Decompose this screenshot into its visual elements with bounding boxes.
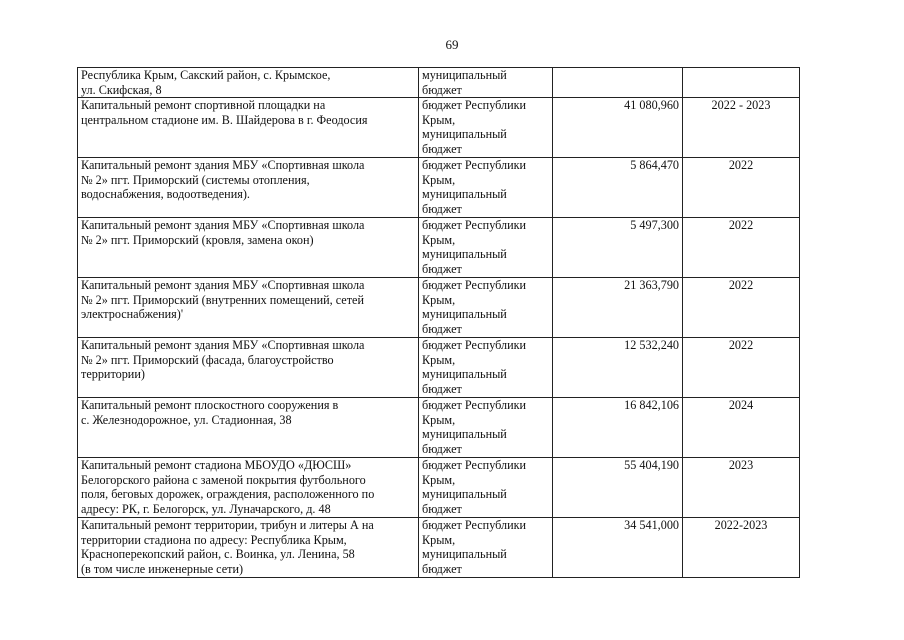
amount-cell: 12 532,240 (553, 338, 683, 398)
funding-source-cell-line: бюджет Республики (422, 278, 527, 293)
project-name-cell-line: водоснабжения, водоотведения). (81, 187, 250, 202)
project-name-cell-line: территории) (81, 367, 145, 382)
project-name-cell-line: поля, беговых дорожек, ограждения, расположенного по (81, 487, 375, 502)
table-row (78, 458, 800, 518)
funding-source-cell-line: бюджет Республики (422, 518, 527, 533)
project-name-cell-line: Капитальный ремонт спортивной площадки на (81, 98, 326, 113)
project-name-cell-line: № 2» пгт. Приморский (фасада, благоустройство (81, 352, 334, 367)
project-name-cell-line: Республика Крым, Сакский район, с. Крымское, (81, 68, 331, 82)
years-cell: 2022 (683, 158, 800, 218)
project-name-cell-line: территории стадиона по адресу: Республика Крым, (81, 532, 347, 547)
project-name-cell-line: электроснабжения)' (81, 307, 184, 322)
project-name-cell-line: Капитальный ремонт здания МБУ «Спортивная школа (81, 338, 365, 353)
amount-cell: 41 080,960 (553, 98, 683, 158)
project-name-cell-line: Капитальный ремонт стадиона МБОУДО «ДЮСШ» (81, 458, 352, 473)
years-cell: 2023 (683, 458, 800, 518)
project-name-cell-line: Капитальный ремонт здания МБУ «Спортивная школа (81, 158, 365, 173)
funding-source-cell-line: муниципальный (422, 187, 507, 202)
project-name-cell-line: Капитальный ремонт здания МБУ «Спортивная школа (81, 218, 365, 233)
amount-cell: 5 864,470 (553, 158, 683, 218)
amount-cell: 5 497,300 (553, 218, 683, 278)
project-name-cell-line: Капитальный ремонт здания МБУ «Спортивная школа (81, 278, 365, 293)
years-cell (683, 68, 800, 98)
funding-source-cell-line: муниципальный (422, 68, 507, 82)
funding-table (77, 67, 800, 578)
funding-source-cell-line: Крым, (422, 112, 456, 127)
project-name-cell (78, 278, 419, 338)
funding-source-cell-line: бюджет Республики (422, 458, 527, 473)
funding-source-cell (419, 218, 553, 278)
funding-source-cell-line: муниципальный (422, 487, 507, 502)
funding-source-cell-line: Крым, (422, 412, 456, 427)
years-cell: 2022 (683, 278, 800, 338)
table-row (78, 518, 800, 578)
funding-source-cell-line: бюджет (422, 261, 462, 276)
project-name-cell-line: Белогорского района с заменой покрытия футбольного (81, 472, 366, 487)
funding-source-cell-line: муниципальный (422, 547, 507, 562)
table-row (78, 158, 800, 218)
funding-source-cell-line: Крым, (422, 352, 456, 367)
funding-source-cell-line: муниципальный (422, 127, 507, 142)
funding-source-cell (419, 68, 553, 98)
funding-source-cell-line: муниципальный (422, 247, 507, 262)
project-name-cell-line: ул. Скифская, 8 (81, 82, 162, 97)
project-name-cell-line: № 2» пгт. Приморский (внутренних помещений, сетей (81, 292, 364, 307)
funding-source-cell-line: бюджет (422, 561, 462, 576)
funding-source-cell (419, 398, 553, 458)
funding-source-cell-line: бюджет Республики (422, 158, 527, 173)
years-cell: 2024 (683, 398, 800, 458)
amount-cell (553, 68, 683, 98)
years-cell: 2022 - 2023 (683, 98, 800, 158)
table-row (78, 218, 800, 278)
project-name-cell (78, 68, 419, 98)
project-name-cell-line: адресу: РК, г. Белогорск, ул. Луначарского, д. 48 (81, 501, 331, 516)
table-row (78, 98, 800, 158)
funding-source-cell-line: Крым, (422, 172, 456, 187)
project-name-cell-line: № 2» пгт. Приморский (системы отопления, (81, 172, 310, 187)
funding-source-cell-line: Крым, (422, 472, 456, 487)
funding-source-cell-line: бюджет (422, 82, 462, 97)
funding-source-cell-line: бюджет Республики (422, 338, 527, 353)
table-row (78, 68, 800, 98)
funding-source-cell-line: бюджет (422, 201, 462, 216)
project-name-cell (78, 458, 419, 518)
funding-source-cell-line: бюджет (422, 441, 462, 456)
project-name-cell-line: Капитальный ремонт плоскостного сооружения в (81, 398, 339, 413)
funding-source-cell (419, 458, 553, 518)
project-name-cell (78, 98, 419, 158)
funding-source-cell-line: муниципальный (422, 307, 507, 322)
years-cell: 2022-2023 (683, 518, 800, 578)
years-cell: 2022 (683, 218, 800, 278)
project-name-cell (78, 158, 419, 218)
project-name-cell-line: (в том числе инженерные сети) (81, 561, 244, 576)
page-number: 69 (445, 37, 459, 52)
funding-source-cell-line: бюджет Республики (422, 98, 527, 113)
project-name-cell (78, 518, 419, 578)
funding-source-cell-line: Крым, (422, 292, 456, 307)
project-name-cell-line: Красноперекопский район, с. Воинка, ул. Ленина, 58 (81, 547, 355, 562)
funding-source-cell-line: Крым, (422, 532, 456, 547)
amount-cell: 21 363,790 (553, 278, 683, 338)
project-name-cell-line: центральном стадионе им. В. Шайдерова в г. Феодосия (81, 112, 368, 127)
funding-source-cell (419, 518, 553, 578)
funding-source-cell-line: бюджет (422, 141, 462, 156)
table-row (78, 278, 800, 338)
amount-cell: 16 842,106 (553, 398, 683, 458)
funding-source-cell-line: бюджет (422, 501, 462, 516)
table-row (78, 338, 800, 398)
table-row (78, 398, 800, 458)
amount-cell: 34 541,000 (553, 518, 683, 578)
funding-source-cell (419, 158, 553, 218)
project-name-cell (78, 218, 419, 278)
funding-source-cell-line: муниципальный (422, 427, 507, 442)
project-name-cell-line: № 2» пгт. Приморский (кровля, замена окон) (81, 232, 314, 247)
funding-source-cell-line: муниципальный (422, 367, 507, 382)
funding-source-cell (419, 278, 553, 338)
project-name-cell (78, 398, 419, 458)
funding-source-cell (419, 338, 553, 398)
years-cell: 2022 (683, 338, 800, 398)
funding-source-cell-line: бюджет (422, 381, 462, 396)
funding-source-cell-line: бюджет Республики (422, 398, 527, 413)
table-body (78, 68, 800, 578)
project-name-cell-line: с. Железнодорожное, ул. Стадионная, 38 (81, 412, 292, 427)
funding-source-cell-line: Крым, (422, 232, 456, 247)
funding-source-cell-line: бюджет Республики (422, 218, 527, 233)
funding-source-cell (419, 98, 553, 158)
project-name-cell-line: Капитальный ремонт территории, трибун и литеры А на (81, 518, 374, 533)
project-name-cell (78, 338, 419, 398)
amount-cell: 55 404,190 (553, 458, 683, 518)
funding-source-cell-line: бюджет (422, 321, 462, 336)
